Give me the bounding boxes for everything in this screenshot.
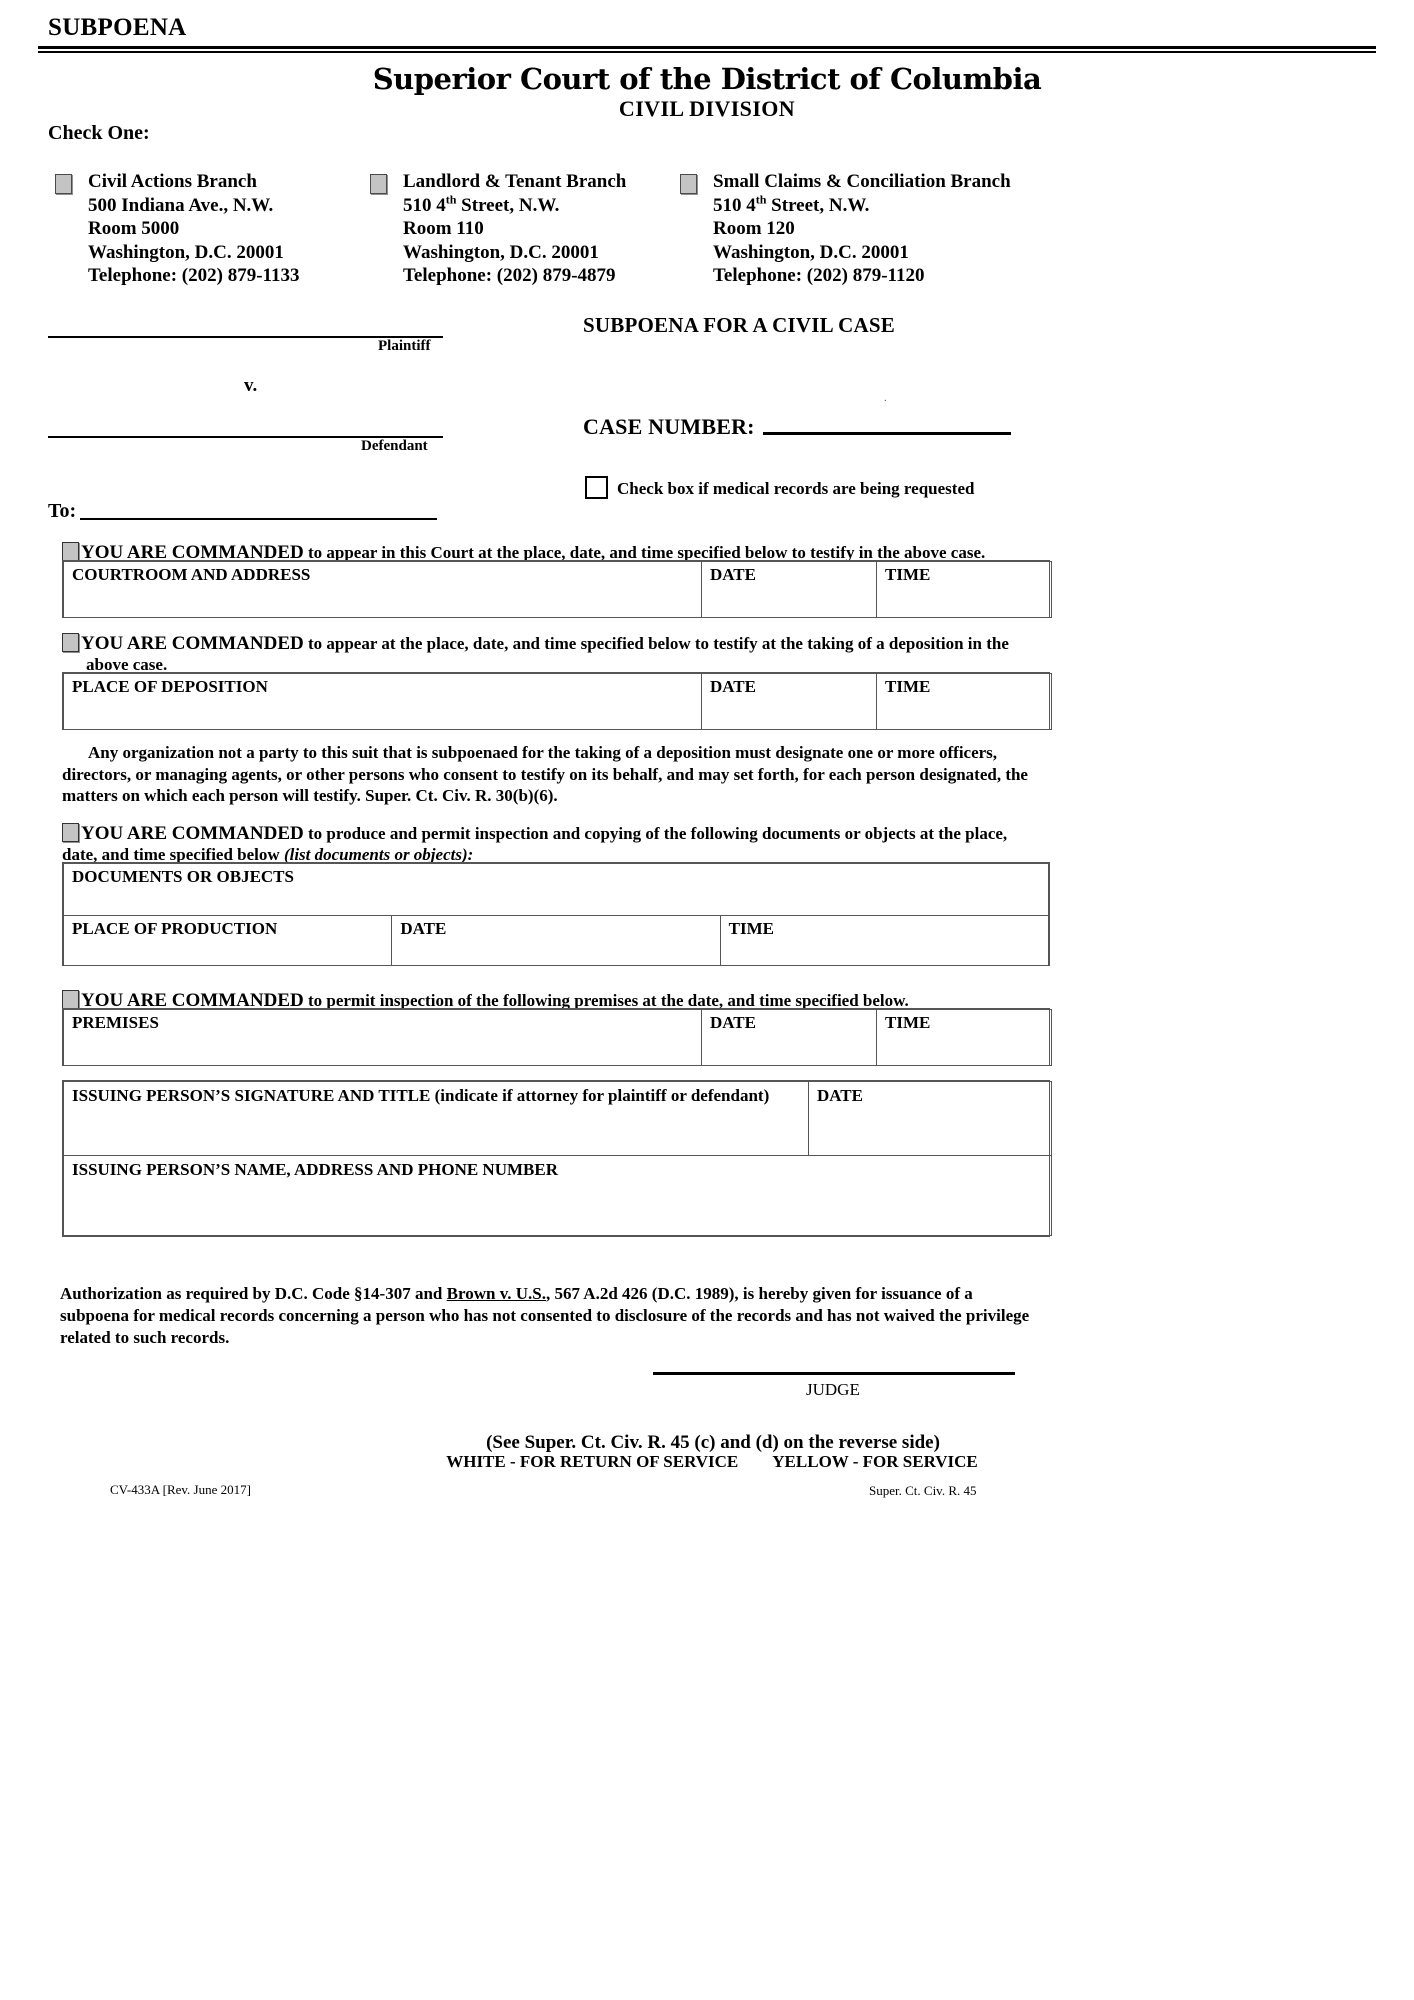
header-issuing-signature: ISSUING PERSON’S SIGNATURE AND TITLE (indicate if attorney for plaintiff or defendant)	[72, 1086, 770, 1105]
branch-civil-actions-details	[88, 170, 299, 288]
header-premises: PREMISES	[72, 1013, 159, 1032]
header-time: TIME	[885, 565, 931, 584]
branch-name: Small Claims & Conciliation Branch	[713, 171, 1011, 192]
case-number-label: CASE NUMBER:	[583, 414, 755, 439]
authorization-post: , 567 A.2d 426 (D.C. 1989), is hereby given for issuance of a	[546, 1284, 973, 1303]
authorization-line2: subpoena for medical records concerning a person who has not consented to disclosure of the records and has not waived the privilege	[60, 1306, 1030, 1325]
header-documents-or-objects: DOCUMENTS OR OBJECTS	[72, 867, 294, 886]
checkbox-command-deposition[interactable]	[62, 633, 79, 652]
stray-mark: .	[884, 392, 887, 404]
subpoena-civil-case-title: SUBPOENA FOR A CIVIL CASE	[583, 313, 895, 337]
street-number: 510 4	[403, 194, 446, 216]
table-courtroom-address	[62, 560, 1050, 618]
street-ordinal: th	[445, 192, 457, 207]
to-label: To:	[48, 500, 77, 522]
street-suffix: Street, N.W.	[766, 194, 870, 216]
to-input-line[interactable]	[80, 518, 437, 520]
command-second-line-italic: (list documents or objects):	[283, 845, 474, 864]
versus-label: v.	[244, 375, 258, 396]
cell-time[interactable]	[720, 916, 1048, 966]
branch-room: Room 110	[403, 218, 484, 239]
cell-time[interactable]	[877, 562, 1052, 618]
org-paragraph-line3: matters on which each person will testify. Super. Ct. Civ. R. 30(b)(6).	[62, 786, 558, 805]
command-rest-text: to permit inspection of the following premises at the date, and time specified below.	[303, 991, 909, 1010]
authorization-case-citation: Brown v. U.S.	[446, 1284, 546, 1303]
header-issuing-date: DATE	[817, 1086, 863, 1105]
branch-landlord-tenant-details	[403, 170, 626, 288]
cell-date[interactable]	[702, 1010, 877, 1066]
case-number-input-line[interactable]	[763, 432, 1011, 435]
cell-time[interactable]	[877, 1010, 1052, 1066]
branch-name: Landlord & Tenant Branch	[403, 171, 627, 192]
cell-date[interactable]	[392, 916, 720, 966]
command-rest-text: to appear at the place, date, and time specified below to testify at the taking of a deposition in the	[303, 634, 1009, 653]
command-rest-text: to produce and permit inspection and copying of the following documents or objects at the place,	[303, 824, 1008, 843]
branch-city: Washington, D.C. 20001	[713, 241, 909, 263]
header-issuing-name-address: ISSUING PERSON’S NAME, ADDRESS AND PHONE NUMBER	[72, 1160, 558, 1179]
branch-small-claims-details	[713, 170, 1011, 288]
checkbox-small-claims-branch[interactable]	[680, 174, 697, 194]
court-name	[0, 62, 1414, 96]
authorization-pre: Authorization as required by D.C. Code §14-307 and	[60, 1284, 447, 1303]
command-strong-label: YOU ARE COMMANDED	[81, 823, 304, 844]
cell-documents-or-objects[interactable]	[64, 864, 1049, 916]
table-documents-objects	[62, 862, 1050, 966]
header-time: TIME	[885, 1013, 931, 1032]
cell-place-of-deposition[interactable]	[64, 674, 702, 730]
cell-courtroom-address[interactable]	[64, 562, 702, 618]
branch-room: Room 5000	[88, 218, 180, 239]
cell-premises[interactable]	[64, 1010, 702, 1066]
command-deposition	[62, 633, 1072, 675]
branch-option-civil-actions[interactable]	[55, 170, 370, 288]
issuing-person-section	[62, 1080, 1050, 1237]
street-number: 510 4	[713, 194, 756, 216]
table-premises	[62, 1008, 1050, 1066]
org-paragraph-line1: Any organization not a party to this suit that is subpoenaed for the taking of a deposition must designate one or more officers,	[88, 743, 998, 762]
see-rule-note: (See Super. Ct. Civ. R. 45 (c) and (d) on the reverse side)	[486, 1432, 940, 1453]
branch-street	[403, 194, 626, 218]
branch-selection-group	[55, 170, 1365, 288]
command-strong-label: YOU ARE COMMANDED	[81, 542, 304, 563]
branch-street	[713, 194, 1011, 218]
cell-time[interactable]	[877, 674, 1052, 730]
cell-issuing-date[interactable]	[809, 1082, 1052, 1156]
branch-option-landlord-tenant[interactable]	[370, 170, 680, 288]
command-rest-text: to appear in this Court at the place, date, and time specified below to testify in the above case.	[303, 543, 986, 562]
header-divider-rule	[38, 46, 1376, 53]
branch-phone: Telephone: (202) 879-1120	[713, 265, 925, 286]
checkbox-civil-actions-branch[interactable]	[55, 174, 72, 194]
branch-name: Civil Actions Branch	[88, 171, 257, 192]
command-strong-label: YOU ARE COMMANDED	[81, 633, 304, 654]
judge-signature-line[interactable]	[653, 1372, 1015, 1375]
header-date: DATE	[400, 919, 447, 938]
medical-records-label: Check box if medical records are being requested	[617, 479, 975, 498]
header-date: DATE	[710, 1013, 756, 1032]
branch-street: 500 Indiana Ave., N.W.	[88, 194, 274, 216]
header-time: TIME	[728, 919, 774, 938]
street-suffix: Street, N.W.	[456, 194, 560, 216]
cell-place-of-production[interactable]	[64, 916, 392, 966]
cell-date[interactable]	[702, 562, 877, 618]
command-produce-documents	[62, 823, 1072, 865]
form-number: CV-433A [Rev. June 2017]	[110, 1482, 251, 1497]
plaintiff-label: Plaintiff	[378, 338, 431, 354]
branch-city: Washington, D.C. 20001	[403, 241, 599, 263]
cell-issuing-name-address[interactable]	[64, 1156, 1052, 1236]
division-title: CIVIL DIVISION	[618, 96, 796, 121]
white-copy-label: WHITE - FOR RETURN OF SERVICE	[446, 1452, 739, 1471]
command-strong-label: YOU ARE COMMANDED	[81, 990, 304, 1011]
command-second-line: above case.	[86, 655, 168, 674]
street-ordinal: th	[755, 192, 767, 207]
document-type-title: SUBPOENA	[48, 14, 187, 41]
branch-phone: Telephone: (202) 879-1133	[88, 265, 300, 286]
header-date: DATE	[710, 677, 756, 696]
branch-phone: Telephone: (202) 879-4879	[403, 265, 616, 286]
branch-option-small-claims[interactable]	[680, 170, 1080, 288]
court-name-text: Superior Court of the District of Columbia	[372, 62, 1042, 96]
cell-date[interactable]	[702, 674, 877, 730]
organization-designation-paragraph	[62, 742, 1062, 807]
branch-city: Washington, D.C. 20001	[88, 241, 284, 263]
checkbox-landlord-tenant-branch[interactable]	[370, 174, 387, 194]
checkbox-command-produce-documents[interactable]	[62, 823, 79, 842]
yellow-copy-label: YELLOW - FOR SERVICE	[772, 1452, 978, 1471]
rule-reference: Super. Ct. Civ. R. 45	[869, 1483, 977, 1498]
authorization-paragraph	[60, 1283, 1060, 1349]
copy-distribution-note	[0, 1452, 1414, 1472]
command-second-line-pre: date, and time specified below	[62, 845, 284, 864]
checkbox-command-appear-court[interactable]	[62, 542, 79, 561]
header-time: TIME	[885, 677, 931, 696]
checkbox-medical-records[interactable]	[585, 476, 608, 499]
cell-issuing-signature[interactable]	[64, 1082, 809, 1156]
header-place-of-production: PLACE OF PRODUCTION	[72, 919, 278, 938]
org-paragraph-line2: directors, or managing agents, or other persons who consent to testify on its behalf, and may set forth, for each person designated, the	[62, 764, 1028, 784]
defendant-label: Defendant	[361, 438, 428, 454]
checkbox-command-inspect-premises[interactable]	[62, 990, 79, 1009]
header-date: DATE	[710, 565, 756, 584]
table-place-of-deposition	[62, 672, 1050, 730]
header-courtroom-address: COURTROOM AND ADDRESS	[72, 565, 311, 584]
check-one-label: Check One:	[48, 122, 150, 144]
branch-room: Room 120	[713, 218, 795, 239]
judge-label: JUDGE	[806, 1380, 860, 1399]
authorization-line3: related to such records.	[60, 1328, 230, 1347]
header-place-of-deposition: PLACE OF DEPOSITION	[72, 677, 268, 696]
